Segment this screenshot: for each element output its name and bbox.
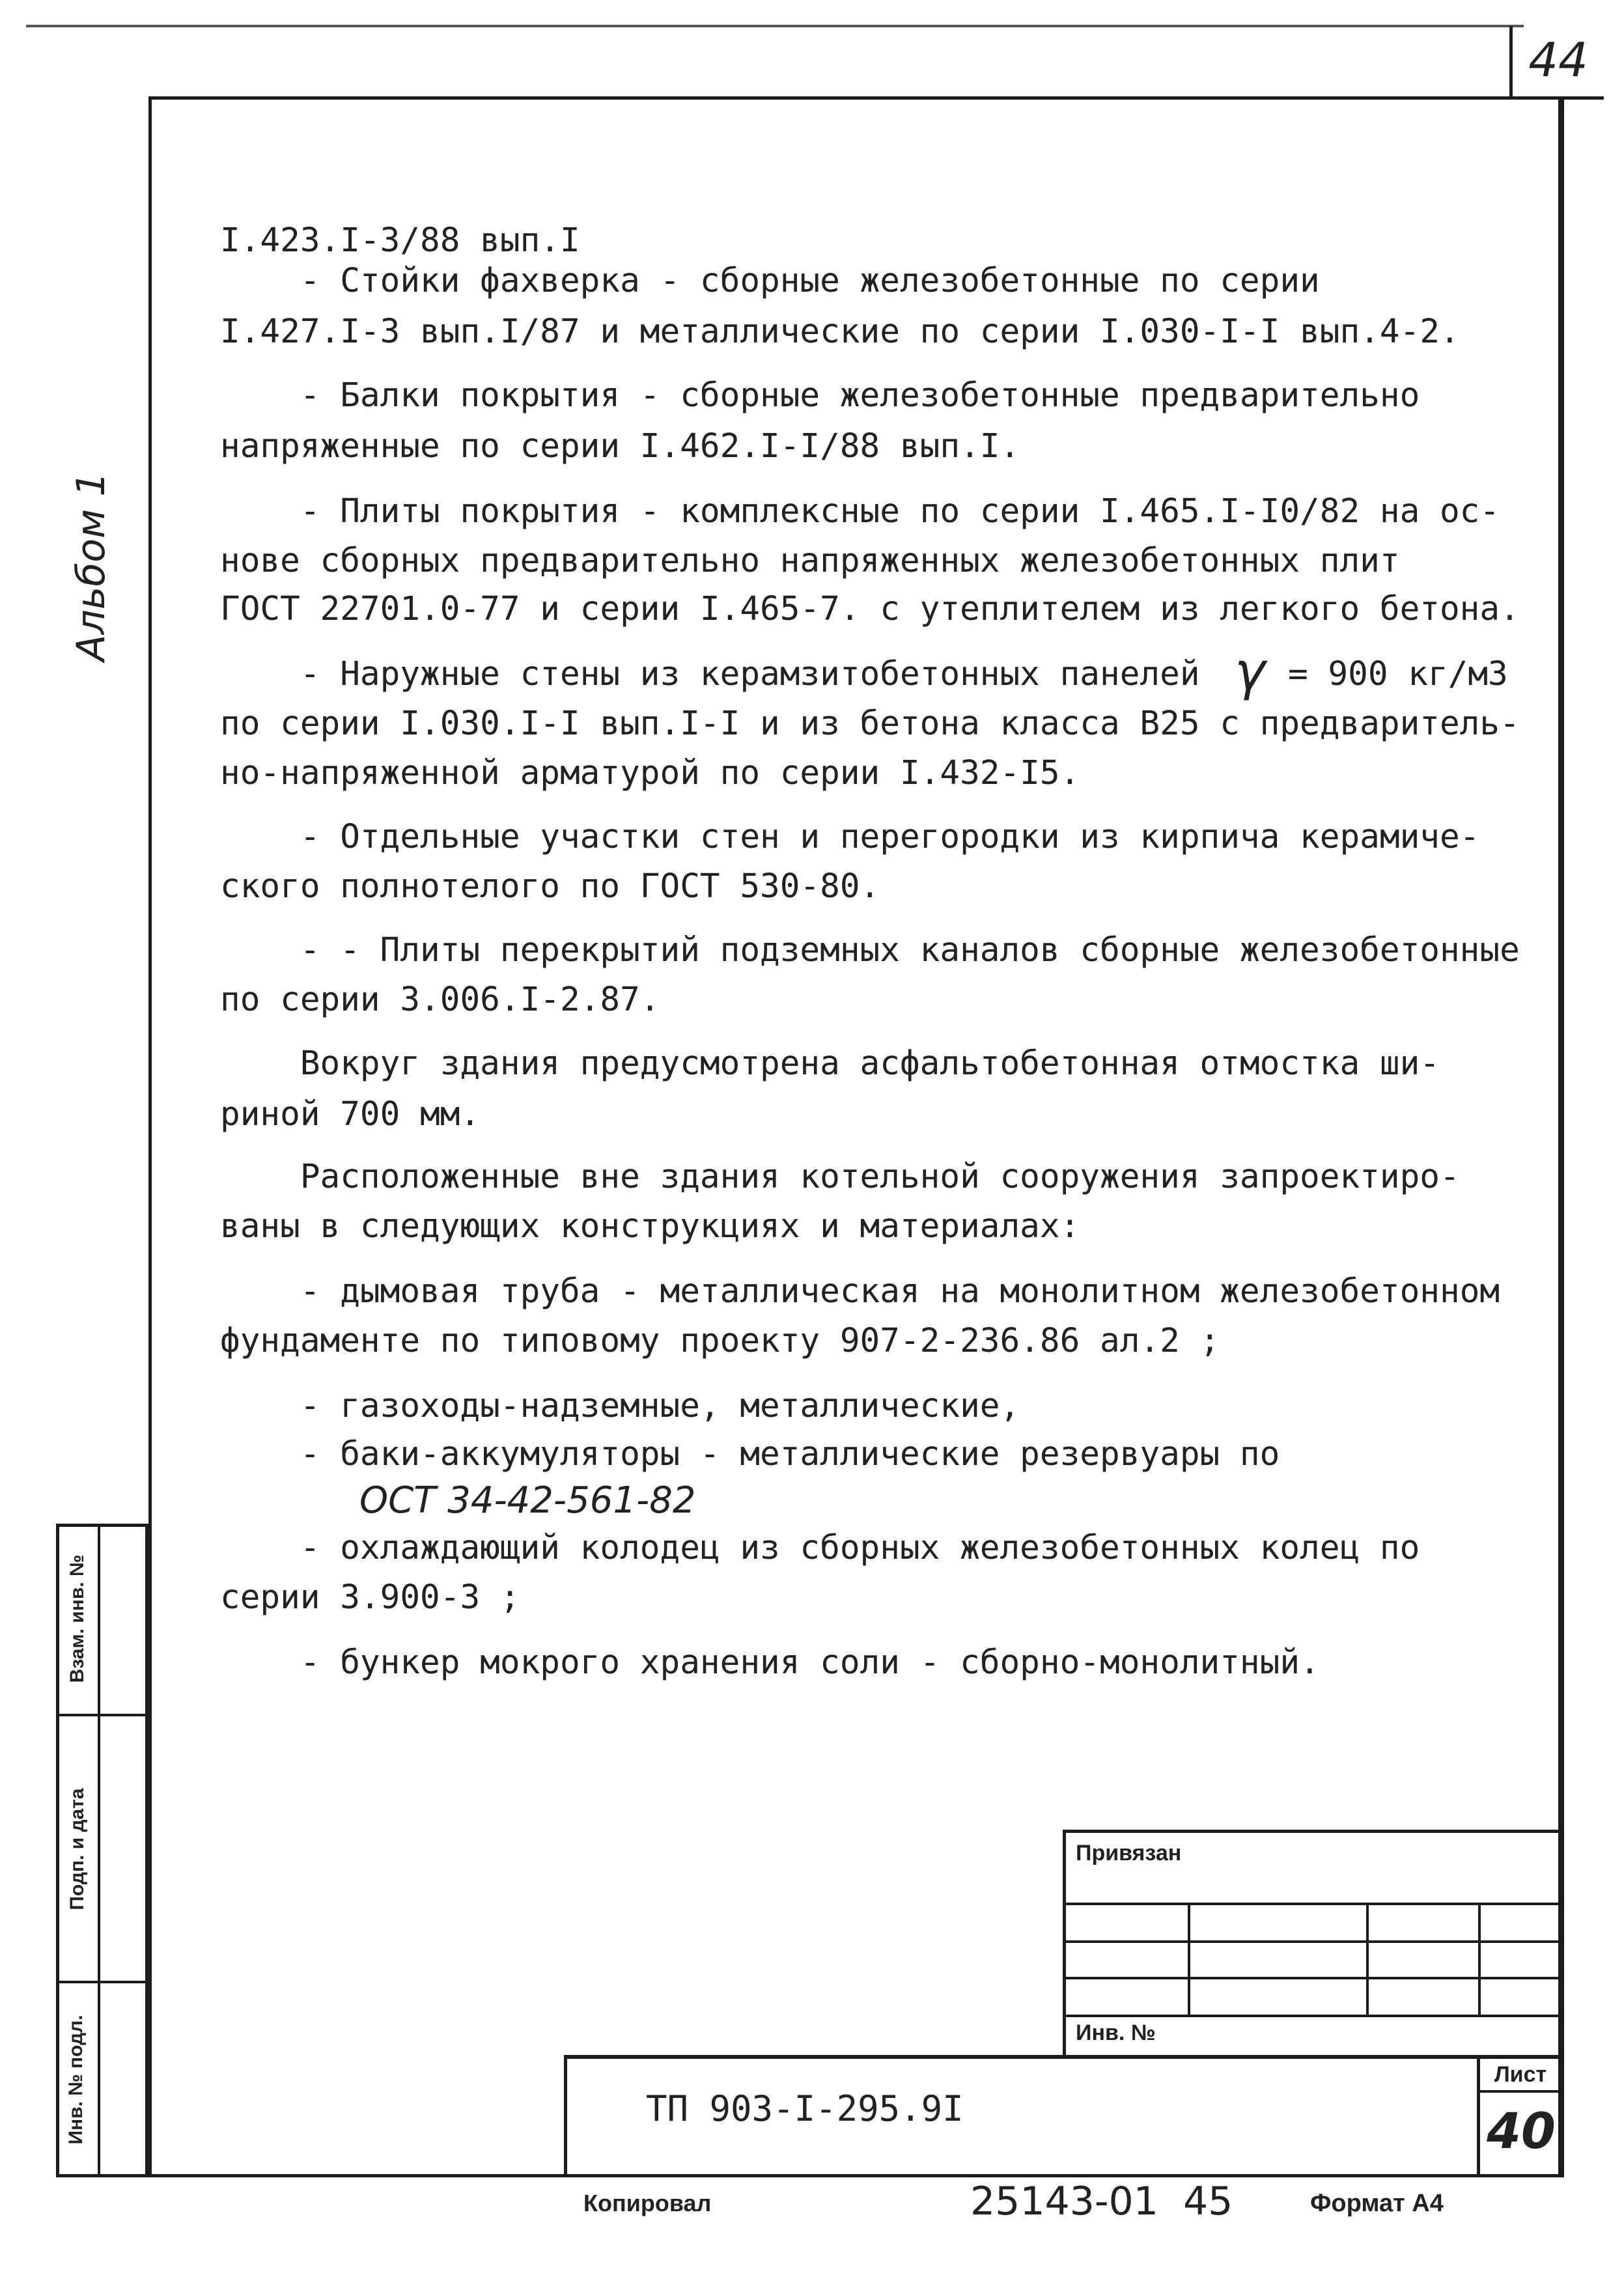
body-line: - дымовая труба - металлическая на монолитном железобетонном: [220, 1272, 1500, 1311]
body-line: - Отдельные участки стен и перегородки из кирпича керамиче-: [220, 818, 1480, 856]
handwritten-ost: ОСТ 34-42-561-82: [359, 1479, 696, 1522]
inv-no-label: Инв. №: [1076, 2020, 1156, 2045]
tb-list-vline: [1477, 2055, 1480, 2177]
body-line: - охлаждающий колодец из сборных железобетонных колец по: [220, 1529, 1420, 1567]
body-line: Вокруг здания предусмотрена асфальтобетонная отмостка ши-: [220, 1044, 1440, 1083]
stamp-inv-podl: Инв. № подл.: [65, 2015, 87, 2145]
body-line: - баки-аккумуляторы - металлические резервуары по: [220, 1435, 1280, 1473]
tb-hline-3: [1063, 1977, 1561, 1979]
body-line: - Стойки фахверка - сборные железобетонные по серии: [220, 262, 1320, 300]
side-stamp-divider-1: [56, 1714, 148, 1716]
right-edge-line: [1561, 96, 1564, 2177]
top-rule: [26, 25, 1524, 27]
corner-page-number: 44: [1528, 33, 1588, 87]
kopiroval-label: Копировал: [583, 2190, 712, 2216]
body-line: - Наружные стены из керамзитобетонных панелей: [220, 655, 1200, 693]
density-value: = 900 кг/м3: [1288, 655, 1508, 693]
body-line: по серии 3.006.I-2.87.: [220, 981, 660, 1019]
body-line: серии 3.900-3 ;: [220, 1578, 520, 1617]
tb-vline-3: [1478, 1903, 1481, 2015]
body-line: - бункер мокрого хранения соли - сборно-монолитный.: [220, 1643, 1320, 1682]
list-label: Лист: [1494, 2062, 1547, 2087]
tb-vline-1: [1188, 1903, 1190, 2015]
tb-hline-1: [1063, 1903, 1561, 1905]
body-line: ваны в следующих конструкциях и материалах:: [220, 1207, 1080, 1246]
body-line: фундаменте по типовому проекту 907-2-236.86 ал.2 ;: [220, 1322, 1220, 1360]
body-line: - газоходы-надземные, металлические,: [220, 1387, 1020, 1425]
stamp-podp-data: Подп. и дата: [66, 1788, 88, 1910]
album-label: Альбом 1: [68, 471, 114, 662]
body-line: ГОСТ 22701.0-77 и серии I.465-7. с утеплителем из легкого бетона.: [220, 590, 1520, 628]
privyazan-label: Привязан: [1076, 1841, 1182, 1865]
body-line: ского полнотелого по ГОСТ 530-80.: [220, 867, 880, 906]
body-line: Расположенные вне здания котельной сооружения запроектиро-: [220, 1158, 1460, 1196]
tb-hline-2: [1063, 1940, 1561, 1943]
side-stamp-divider-2: [56, 1981, 148, 1983]
body-line: I.423.I-3/88 вып.I: [220, 221, 580, 260]
body-line: по серии I.030.I-I вып.I-I и из бетона класса В25 с предваритель-: [220, 705, 1520, 743]
body-line: I.427.I-3 вып.I/87 и металлические по серии I.030-I-I вып.4-2.: [220, 313, 1460, 351]
list-number: 40: [1487, 2102, 1556, 2160]
stamp-vzam-inv: Взам. инв. №: [66, 1554, 88, 1683]
tb-vline-2: [1366, 1903, 1369, 2015]
body-line: риной 700 мм.: [220, 1095, 481, 1134]
gamma-symbol: γ: [1235, 641, 1266, 702]
order-number: 25143-01 45: [970, 2179, 1233, 2224]
document-code: ТП 903-I-295.9I: [646, 2088, 964, 2129]
body-line: нове сборных предварительно напряженных железобетонных плит: [220, 542, 1400, 580]
body-line: напряженные по серии I.462.I-I/88 вып.I.: [220, 427, 1020, 466]
body-line: - - Плиты перекрытий подземных каналов сборные железобетонные: [220, 931, 1520, 970]
body-line: - Балки покрытия - сборные железобетонные предварительно: [220, 376, 1420, 415]
format-label: Формат А4: [1310, 2190, 1444, 2217]
body-line: - Плиты покрытия - комплексные по серии I.465.I-I0/82 на ос-: [220, 492, 1500, 531]
tb-hline-4: [1063, 2015, 1561, 2017]
tb-list-hline: [1477, 2090, 1561, 2093]
body-line: но-напряженной арматурой по серии I.432-I5.: [220, 754, 1080, 792]
side-stamp-divider-v: [98, 1524, 100, 2177]
